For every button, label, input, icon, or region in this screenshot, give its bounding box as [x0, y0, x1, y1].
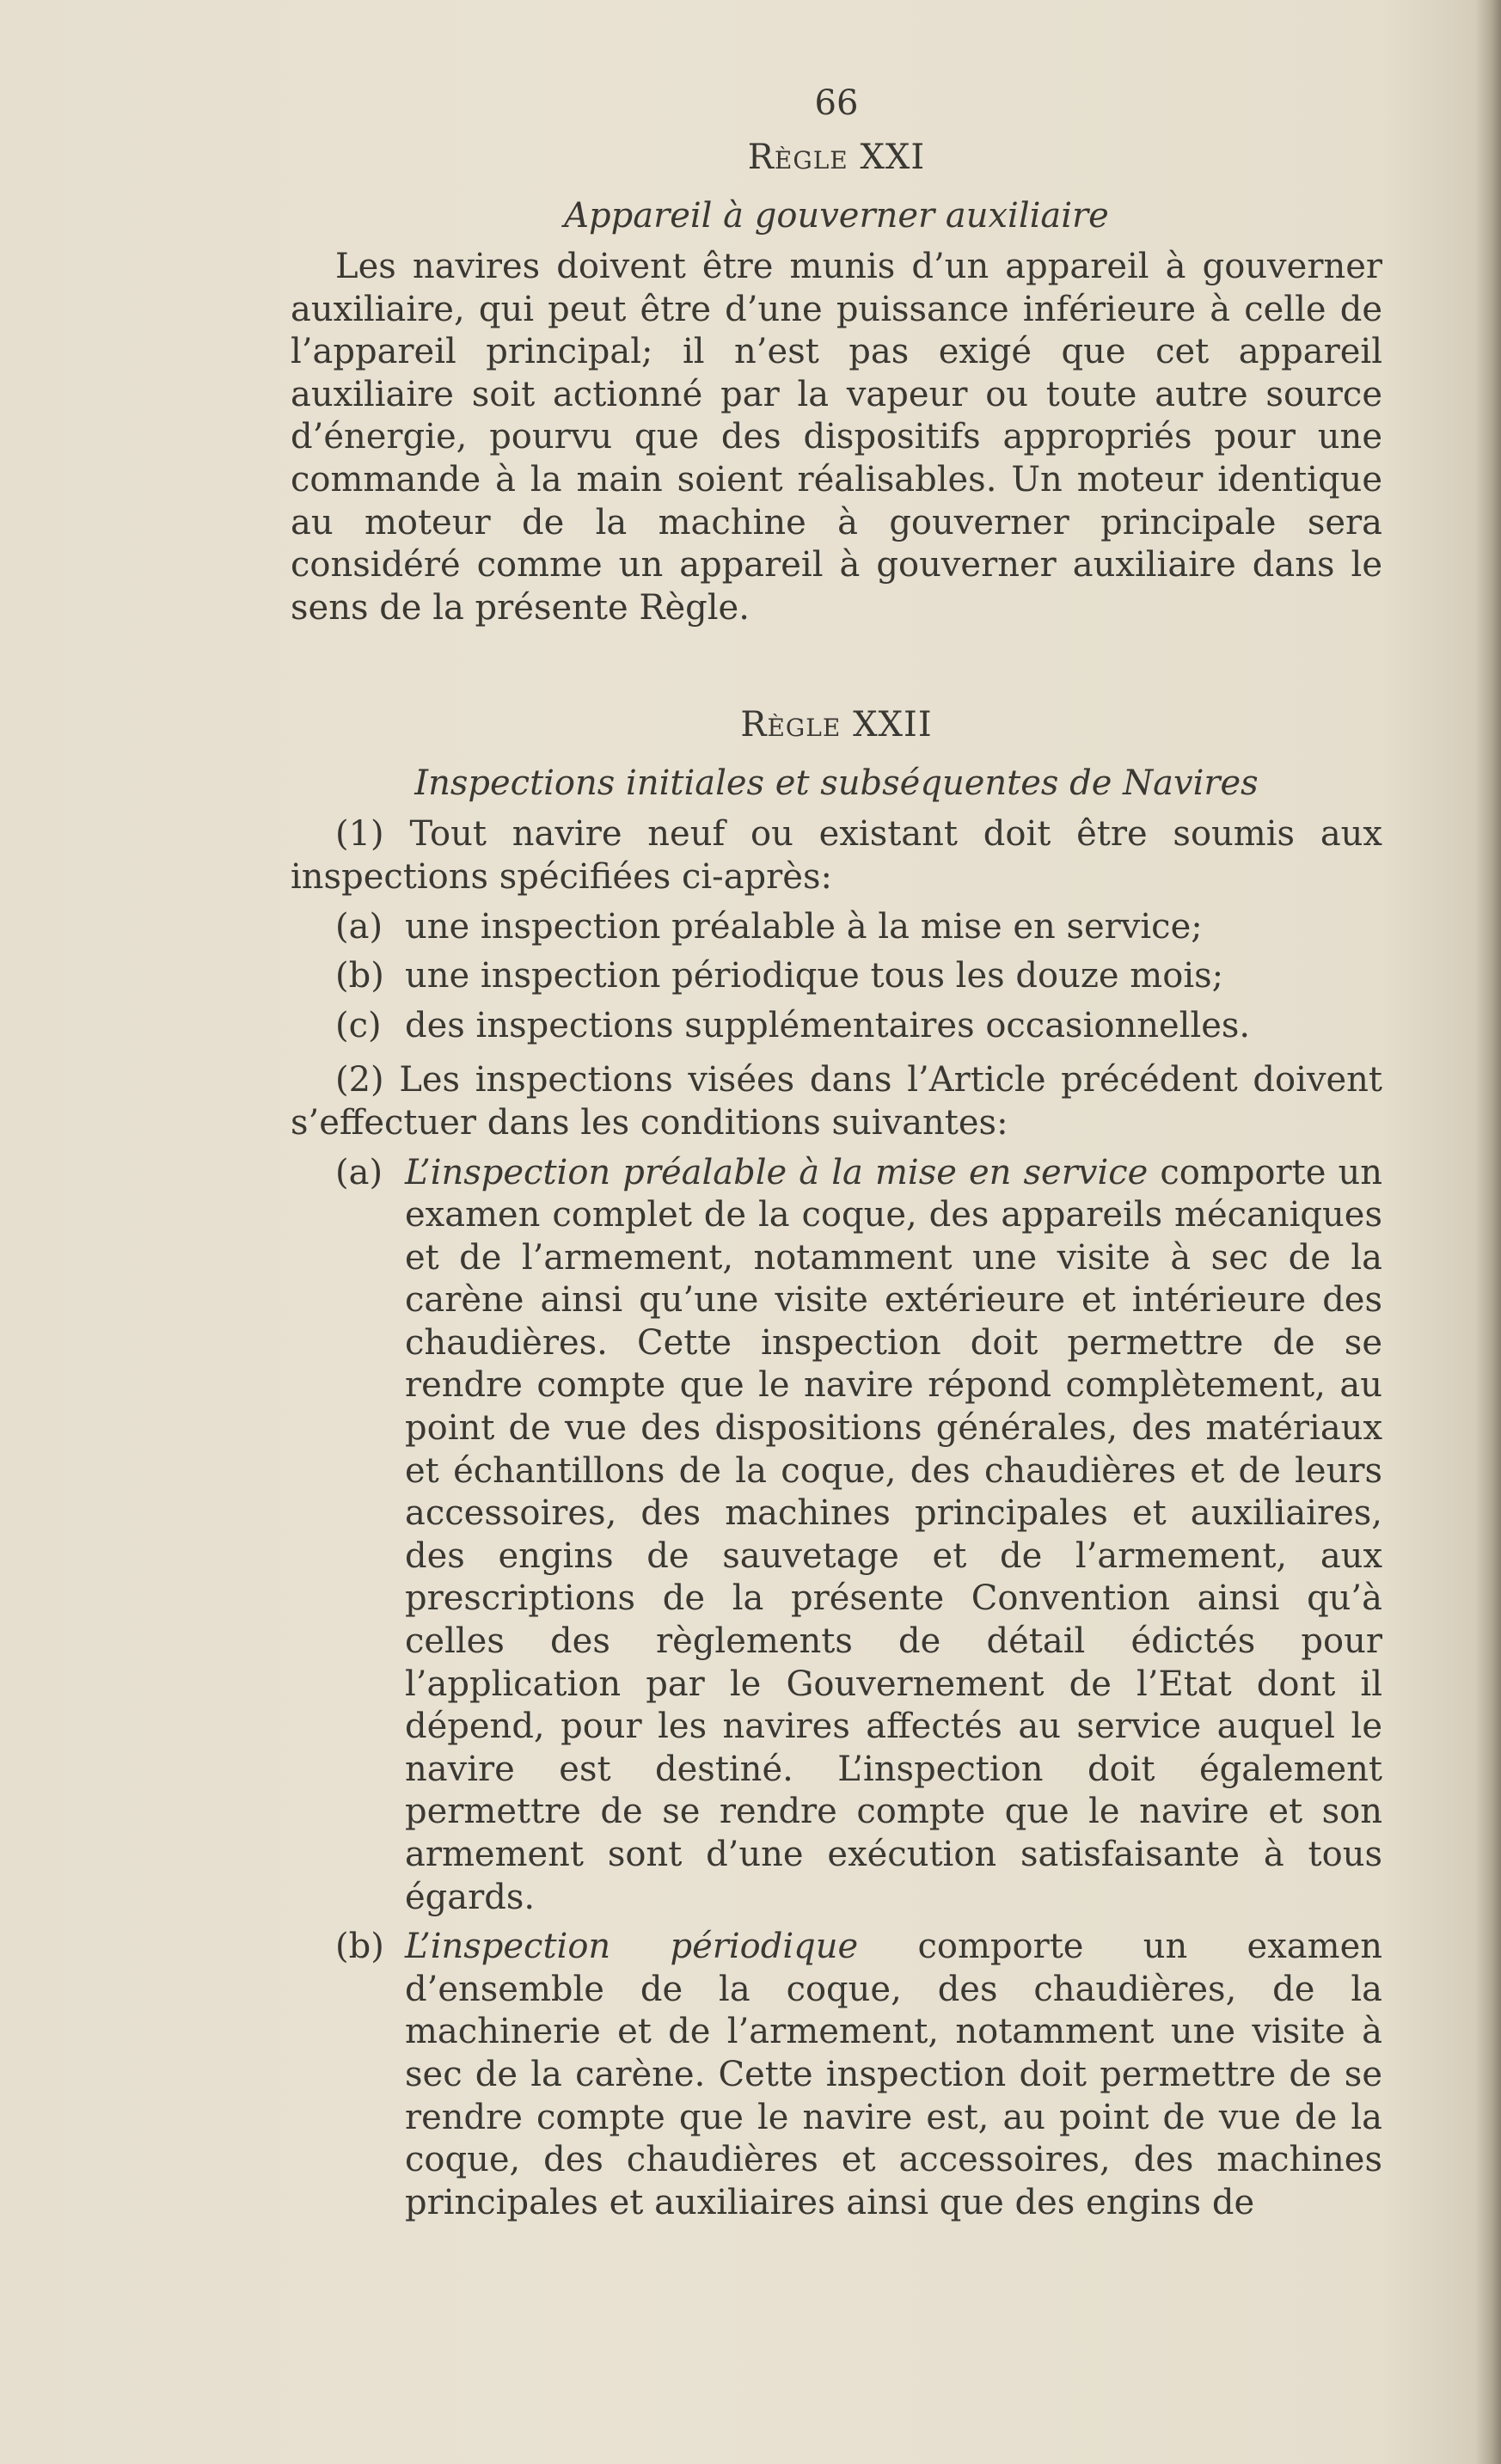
rule-22-title-prefix: Règle [740, 705, 842, 745]
rule-21-title [291, 129, 1382, 186]
list-item-text: une inspection préalable à la mise en service; [405, 906, 1203, 947]
rule-22-title [291, 696, 1382, 753]
list-item-text: comporte un examen d’ensemble de la coque, des chaudières, de la machinerie et de l’armement, notamment une visite à sec de la carène. Cette inspection doit permettre de se rendre compte que le navire est, au point de vue de la coque, des chaudières et accessoires, des machines principales et auxiliaires ainsi que des engins de [405, 1927, 1382, 2222]
rule-22-title-number: XXII [853, 705, 933, 745]
list-item-lead: L’inspection préalable à la mise en service [405, 1152, 1149, 1192]
rule-21-title-prefix: Règle [747, 138, 849, 177]
list-item-lead: L’inspection périodique [405, 1927, 859, 1967]
rule-22-paragraph-2: (2) Les inspections visées dans l’Article précédent doivent s’effectuer dans les conditions suivantes: [291, 1060, 1382, 1143]
page-content [291, 77, 1382, 2224]
binding-edge-shadow [1475, 0, 1501, 2464]
list-item [291, 955, 1382, 998]
list-item [291, 1005, 1382, 1048]
rule-21-body: Les navires doivent être munis d’un appareil à gouverner auxiliaire, qui peut être d’une puissance inférieure à celle de l’appareil principal; il n’est pas exigé que cet appareil auxiliaire soit actionné par la vapeur ou toute autre source d’énergie, pourvu que des dispositifs appropriés pour une commande à la main soient réalisables. Un moteur identique au moteur de la machine à gouverner principale sera considéré comme un appareil à gouverner auxiliaire dans le sens de la présente Règle. [291, 247, 1382, 628]
rule-22-paragraph-1: (1) Tout navire neuf ou existant doit être soumis aux inspections spécifiées ci-après: [291, 814, 1382, 897]
list-item [291, 906, 1382, 949]
list-item-text: comporte un examen complet de la coque, des appareils mécaniques et de l’armement, notamment une visite à sec de la carène ainsi qu’une visite extérieure et intérieure des chaudières. Cette inspection doit permettre de se rendre compte que le navire répond complètement, au point de vue des dispositions générales, des matériaux et échantillons de la coque, des chaudières et de leurs accessoires, des machines principales et auxiliaires, des engins de sauvetage et de l’armement, aux prescriptions de la présente Convention ainsi qu’à celles des règlements de détail édictés pour l’application par le Gouvernement de l’Etat dont il dépend, pour les navires affectés au service auquel le navire est destiné. L’inspection doit également permettre de se rendre compte que le navire et son armement sont d’une exécution satisfaisante à tous égards. [405, 1152, 1382, 1917]
list-item-text: une inspection périodique tous les douze mois; [405, 956, 1224, 996]
list-item-label: (c) [335, 1005, 382, 1045]
list-item-label: (a) [335, 906, 383, 947]
list-item-a [291, 1152, 1382, 1920]
list-item-b [291, 1926, 1382, 2224]
list-item-label: (a) [335, 1152, 383, 1192]
list-item-label: (b) [335, 956, 384, 996]
list-item-text: des inspections supplémentaires occasionnelles. [405, 1005, 1251, 1045]
rule-22-subtitle: Inspections initiales et subséquentes de Navires [414, 763, 1259, 804]
rule-21-title-number: XXI [860, 138, 926, 177]
rule-21-subtitle: Appareil à gouverner auxiliaire [564, 196, 1109, 236]
list-item-label: (b) [335, 1927, 384, 1967]
page-number: 66 [814, 83, 859, 123]
section-gap [291, 629, 1382, 696]
